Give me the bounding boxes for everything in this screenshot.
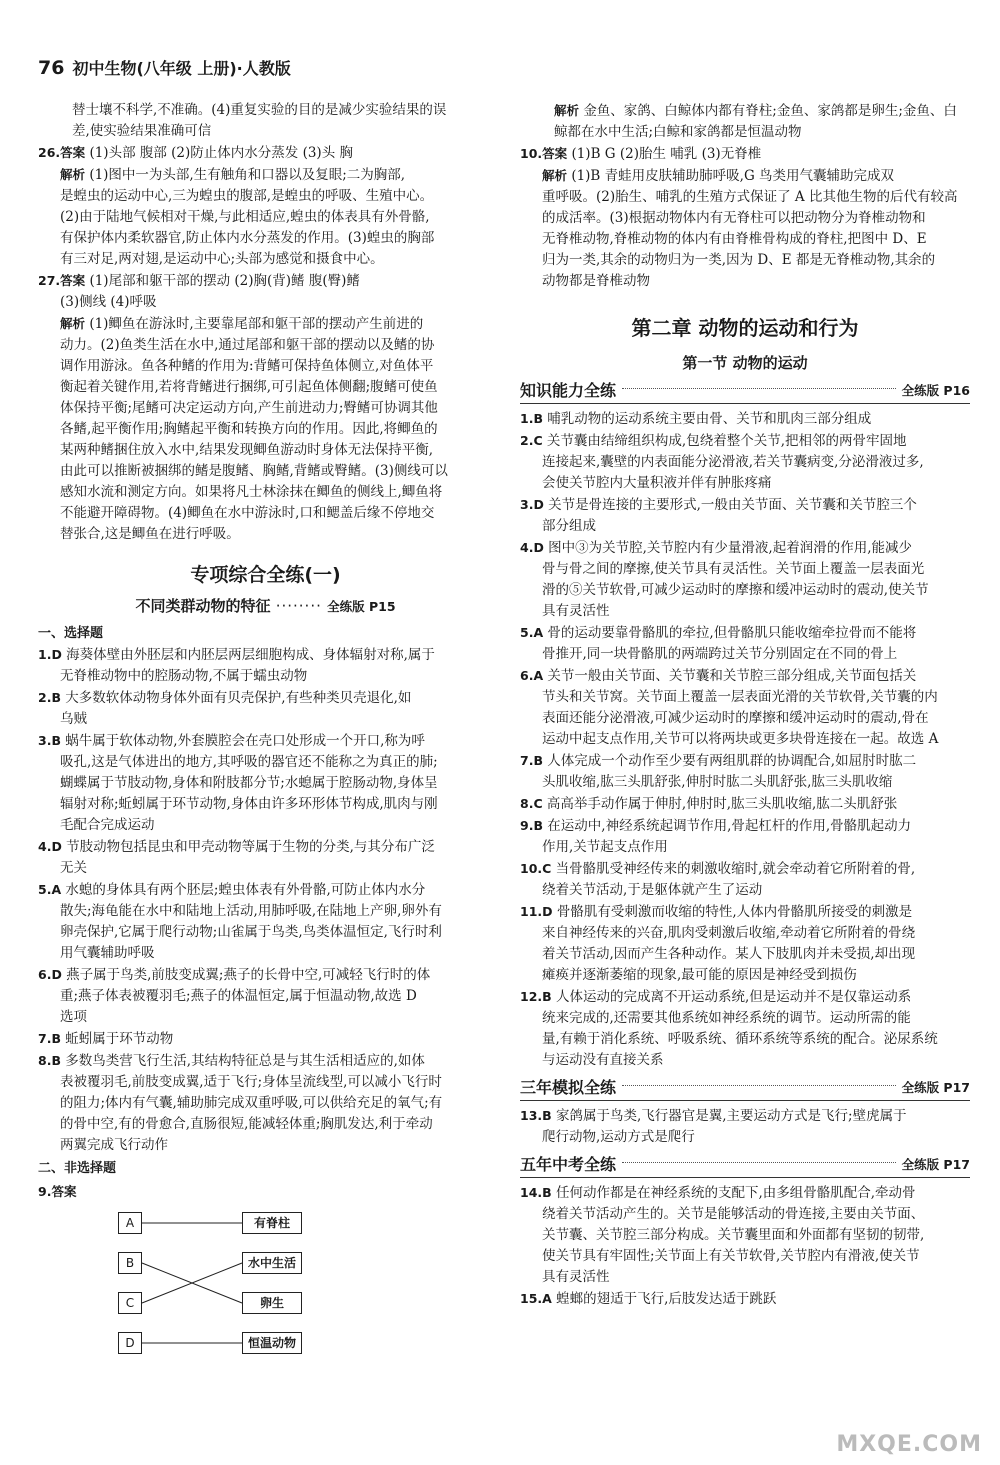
q26-answer (38, 142, 493, 164)
part-heading: 二、非选择题 (38, 1161, 117, 1176)
subsection-title (38, 596, 493, 617)
answer-label: 1.D (38, 647, 62, 662)
bar-title: 五年中考全练 (520, 1155, 617, 1174)
q26-analysis (38, 164, 493, 186)
text-line: 蝗螂的翅适于飞行,后肢发达适于跳跃 (556, 1291, 777, 1307)
text-line: 替张合,这是鲫鱼在进行呼吸。 (60, 526, 240, 542)
text-line: 用气囊辅助呼吸 (60, 945, 155, 961)
text-line: 差,使实验结果准确可信 (72, 123, 212, 139)
answer-item (520, 537, 970, 559)
section-bar (520, 1077, 970, 1101)
chapter-title: 第二章 动物的运动和行为 (631, 316, 859, 340)
text-line: 骨与骨之间的摩擦,使关节具有灵活性。关节面上覆盖一层表面光 (542, 561, 925, 577)
q27-answer (38, 270, 493, 292)
analysis-label: 解析 (60, 316, 86, 331)
q10-answer-text: (1)B G (2)胎生 哺乳 (3)无脊椎 (571, 146, 762, 162)
answer-item (38, 879, 493, 901)
answer-label: 10.C (520, 861, 552, 876)
text-line: 关节囊、关节腔三部分构成。关节囊里面和外面都有坚韧的韧带, (542, 1227, 925, 1243)
text-line: 金鱼、家鸽、白鲸体内都有脊柱;金鱼、家鸽都是卵生;金鱼、白 (583, 103, 957, 119)
text-line: 统来完成的,还需要其他系统如神经系统的调节。运动所需的能 (542, 1010, 911, 1026)
answer-item (38, 730, 493, 752)
section-title: 第一节 动物的运动 (682, 354, 808, 372)
leader-line (622, 388, 896, 389)
answer-label: 13.B (520, 1108, 552, 1123)
text-line: 表被覆羽毛,前肢变成翼,适于飞行;身体呈流线型,可以减小飞行时 (60, 1074, 442, 1090)
answer-item (520, 1182, 970, 1204)
answer-label: 8.C (520, 796, 543, 811)
answer-label: 12.B (520, 989, 552, 1004)
answer-item (520, 622, 970, 644)
answer-item (520, 793, 970, 815)
page-number: 76 (38, 57, 65, 79)
text-line: 蝴蝶属于节肢动物,身体和附肢都分节;水螅属于腔肠动物,身体呈 (60, 775, 438, 791)
text-line: 具有灵活性 (542, 603, 610, 619)
page-ref: 全练版 P17 (901, 1080, 970, 1095)
answer-item (38, 1028, 493, 1050)
text-line: 关节囊由结缔组织构成,包绕着整个关节,把相邻的两骨牢固地 (546, 433, 907, 449)
text-line: 来自神经传来的兴奋,肌肉受刺激后收缩,牵动着它所附着的骨绕 (542, 925, 916, 941)
text-line: 各鳍,起平衡作用;胸鳍起平衡和转换方向的作用。因此,将鲫鱼的 (60, 421, 438, 437)
answer-item (38, 964, 493, 986)
answer-item (38, 836, 493, 858)
answer-item (520, 986, 970, 1008)
q10-answer (520, 143, 970, 165)
text-line: 燕子属于鸟类,前肢变成翼;燕子的长骨中空,可减轻飞行时的体 (66, 967, 431, 983)
diagram-box-backbone: 有脊柱 (242, 1212, 302, 1234)
text-line: 当骨骼肌受神经传来的刺激收缩时,就会牵动着它所附着的骨, (555, 861, 916, 877)
text-line: 在运动中,神经系统起调节作用,骨起杠杆的作用,骨骼肌起动力 (547, 818, 912, 834)
text-line: 节头和关节窝。关节面上覆盖一层表面光滑的关节软骨,关节囊的内 (542, 689, 938, 705)
text-line: (1)图中一为头部,生有触角和口器以及复眼;二为胸部, (89, 167, 406, 183)
text-line: 连接起来,囊壁的内表面能分泌滑液,若关节囊病变,分泌滑液过多, (542, 454, 924, 470)
answer-label: 2.B (38, 690, 61, 705)
text-line: 动物都是脊椎动物 (542, 273, 650, 289)
q27-analysis (38, 313, 493, 335)
text-line: 图中③为关节腔,关节腔内有少量滑液,起着润滑的作用,能减少 (548, 540, 912, 556)
book-title: 初中生物(八年级 上册)·人教版 (72, 59, 291, 78)
text-line: 滑的⑤关节软骨,可减少运动时的摩擦和缓冲运动时的震动,使关节 (542, 582, 929, 598)
answer-item (520, 665, 970, 687)
page-ref: 全练版 P16 (901, 383, 970, 398)
text-line: 骨推开,同一块骨骼肌的两端跨过关节分别固定在不同的骨上 (542, 646, 898, 662)
section-bar (520, 380, 970, 404)
answer-label: 7.B (520, 753, 543, 768)
leader-line (622, 1085, 896, 1086)
answer-label: 3.D (520, 497, 544, 512)
answer-item (38, 1050, 493, 1072)
answer-label: 5.A (520, 625, 544, 640)
part-heading: 一、选择题 (38, 626, 104, 641)
answer-item (38, 687, 493, 709)
text-line: 与运动没有直接关系 (542, 1052, 664, 1068)
text-line: 感知水流和测定方向。如果将凡士林涂抹在鲫鱼的侧线上,鲫鱼将 (60, 484, 443, 500)
text-line: 乌贼 (60, 711, 87, 727)
diagram-box-a: A (118, 1212, 142, 1234)
q10-label: 10.答案 (520, 146, 568, 161)
text-line: 有保护体内柔软器官,防止体内水分蒸发的作用。(3)蝗虫的胸部 (60, 230, 435, 246)
analysis-label: 解析 (60, 167, 86, 182)
text-line: 会使关节腔内大量积液并伴有肿胀疼痛 (542, 475, 772, 491)
top-analysis (520, 100, 970, 122)
choice-list (38, 644, 493, 1156)
answer-item (520, 408, 970, 430)
right-column (520, 100, 970, 1310)
answer-label: 1.B (520, 411, 543, 426)
answer-item (520, 901, 970, 923)
answer-label: 6.D (38, 967, 62, 982)
q26-answer-text: (1)头部 腹部 (2)防止体内水分蒸发 (3)头 胸 (89, 145, 353, 161)
answer-item (520, 1288, 970, 1310)
text-line: 衡起着关键作用,若将背鳍进行捆绑,可引起鱼体侧翻;腹鳍可使鱼 (60, 379, 438, 395)
text-line: 不能避开障碍物。(4)鲫鱼在水中游泳时,口和鳃盖后缘不停地交 (60, 505, 435, 521)
answer-list (520, 1105, 970, 1148)
text-line: (1)B 青蛙用皮肤辅助肺呼吸,G 鸟类用气囊辅助完成双 (571, 168, 895, 184)
text-line: 蚯蚓属于环节动物 (65, 1031, 174, 1047)
text-line: 无脊椎动物中的腔肠动物,不属于蠕虫动物 (60, 668, 308, 684)
q9-label: 9.答案 (38, 1184, 77, 1199)
text-line: 着关节活动,因而产生各种动作。某人下肢肌肉并未受损,却出现 (542, 946, 916, 962)
text-line: 蜗牛属于软体动物,外套膜腔会在壳口处形成一个开口,称为呼 (65, 733, 425, 749)
bar-title: 知识能力全练 (520, 381, 617, 400)
answer-label: 9.B (520, 818, 543, 833)
text-line: 体保持平衡;尾鳍可决定运动方向,产生前进动力;臀鳍可协调其他 (60, 400, 438, 416)
text-line: 海葵体壁由外胚层和内胚层两层细胞构成、身体辐射对称,属于 (66, 647, 435, 663)
text-line: 绕着关节活动,于是躯体就产生了运动 (542, 882, 763, 898)
text-line: 运动中起支点作用,关节可以将两块或更多块骨连接在一起。故选 A (542, 731, 939, 747)
answer-label: 8.B (38, 1053, 61, 1068)
q27-label: 27.答案 (38, 273, 86, 288)
page-ref: 全练版 P15 (327, 599, 396, 614)
bar-title: 三年模拟全练 (520, 1078, 617, 1097)
text-line: 人体运动的完成离不开运动系统,但是运动并不是仅靠运动系 (555, 989, 912, 1005)
text-line: (2)由于陆地气候相对干燥,与此相适应,蝗虫的体表具有外骨骼, (60, 209, 430, 225)
text-line: 多数鸟类营飞行生活,其结构特征总是与其生活相适应的,如体 (65, 1053, 425, 1069)
text-line: 的阻力;体内有气囊,辅助肺完成双重呼吸,可以供给充足的氧气;有 (60, 1095, 443, 1111)
answer-item (38, 644, 493, 666)
leader-line (622, 1162, 896, 1163)
text-line: 动力。(2)鱼类生活在水中,通过尾部和躯干部的摆动以及鳍的协 (60, 337, 435, 353)
text-line: 节肢动物包括昆虫和甲壳动物等属于生物的分类,与其分布广泛 (66, 839, 435, 855)
answer-label: 6.A (520, 668, 544, 683)
answer-label: 15.A (520, 1291, 552, 1306)
matching-diagram (118, 1208, 493, 1358)
text-line: 卵壳保护,它属于爬行动物;山雀属于鸟类,鸟类体温恒定,飞行时利 (60, 924, 442, 940)
answer-item (520, 1105, 970, 1127)
text-line: 骨骼肌有受刺激而收缩的特性,人体内骨骼肌所接受的刺激是 (556, 904, 913, 920)
answer-label: 4.D (520, 540, 544, 555)
text-line: 使关节具有牢固性;关节面上有关节软骨,关节腔内有滑液,使关节 (542, 1248, 920, 1264)
leader-dots: ········ (275, 597, 322, 615)
answer-item (520, 858, 970, 880)
answer-label: 11.D (520, 904, 553, 919)
text-line: 替士壤不科学,不准确。(4)重复实验的目的是减少实验结果的误 (72, 102, 447, 118)
left-column (38, 100, 493, 1358)
text-line: 作用,关节起支点作用 (542, 839, 668, 855)
answer-label: 5.A (38, 882, 62, 897)
text-line: 是蝗虫的运动中心,三为蝗虫的腹部,是蝗虫的呼吸、生殖中心。 (60, 188, 434, 204)
text-line: 人体完成一个动作至少要有两组肌群的协调配合,如屈肘时肱二 (547, 753, 917, 769)
watermark: MXQE.COM (836, 1432, 982, 1457)
text-line: 无关 (60, 860, 87, 876)
text-line: 量,有赖于消化系统、呼吸系统、循环系统等系统的配合。泌尿系统 (542, 1031, 938, 1047)
diagram-box-b: B (118, 1252, 142, 1274)
page-ref: 全练版 P17 (901, 1157, 970, 1172)
answer-list (520, 408, 970, 1071)
diagram-lines (118, 1208, 318, 1358)
text-line: 毛配合完成运动 (60, 817, 155, 833)
text-line: 爬行动物,运动方式是爬行 (542, 1129, 695, 1145)
text-line: 调作用游泳。鱼各种鳍的作用为:背鳍可保持鱼体侧立,对鱼体平 (60, 358, 434, 374)
text-line: 重呼吸。(2)胎生、哺乳的生殖方式保证了 A 比其他生物的后代有较高 (542, 189, 958, 205)
text-line: 重;燕子体表被覆羽毛;燕子的体温恒定,属于恒温动物,故选 D (60, 988, 417, 1004)
text-line: 家鸽属于鸟类,飞行器官是翼,主要运动方式是飞行;壁虎属于 (555, 1108, 907, 1124)
diagram-box-c: C (118, 1292, 142, 1314)
answer-label: 3.B (38, 733, 61, 748)
text-line: 头肌收缩,肱三头肌舒张,伸肘时肱二头肌舒张,肱三头肌收缩 (542, 774, 893, 790)
answer-item (520, 815, 970, 837)
text-line: 辐射对称;蚯蚓属于环节动物,身体由许多环形体节构成,肌肉与刚 (60, 796, 438, 812)
text-line: 瘫痪并逐渐萎缩的现象,最可能的原因是神经受到损伤 (542, 967, 857, 983)
text-line: 由此可以推断被捆绑的鳍是腹鳍、胸鳍,背鳍或臀鳍。(3)侧线可以 (60, 463, 448, 479)
diagram-box-warm-blooded: 恒温动物 (242, 1332, 302, 1354)
diagram-box-aquatic: 水中生活 (242, 1252, 302, 1274)
text-line: 关节一般由关节面、关节囊和关节腔三部分组成,关节面包括关 (547, 668, 917, 684)
text-line: 高高举手动作属于伸肘,伸肘时,肱三头肌收缩,肱二头肌舒张 (546, 796, 898, 812)
text-line: 散失;海龟能在水中和陆地上活动,用肺呼吸,在陆地上产卵,卵外有 (60, 903, 442, 919)
text-line: 部分组成 (542, 518, 596, 534)
text-line: 的骨中空,有的骨愈合,直肠很短,能减轻体重;胸肌发达,利于牵动 (60, 1116, 433, 1132)
text-line: 吸孔,这是气体进出的地方,其呼吸的器官还不能称之为真正的肺; (60, 754, 438, 770)
text-line: 大多数软体动物身体外面有贝壳保护,有些种类贝壳退化,如 (65, 690, 412, 706)
answer-item (520, 750, 970, 772)
text-line: 某两种鳍捆住放入水中,结果发现鲫鱼游动时身体无法保持平衡, (60, 442, 434, 458)
text-line: 绕着关节活动产生的。关节是能够活动的骨连接,主要由关节面、 (542, 1206, 925, 1222)
answer-label: 4.D (38, 839, 62, 854)
answer-list (520, 1182, 970, 1310)
q27-answer-text: (3)侧线 (4)呼吸 (60, 294, 157, 310)
analysis-label: 解析 (554, 103, 580, 118)
diagram-box-d: D (118, 1332, 142, 1354)
text-line: 表面还能分泌滑液,可减少运动时的摩擦和缓冲运动时的震动,骨在 (542, 710, 929, 726)
text-line: 两翼完成飞行动作 (60, 1137, 168, 1153)
answer-label: 2.C (520, 433, 543, 448)
answer-item (520, 430, 970, 452)
text-line: 关节是骨连接的主要形式,一般由关节面、关节囊和关节腔三个 (548, 497, 917, 513)
diagram-box-oviparous: 卵生 (242, 1292, 302, 1314)
text-line: (1)鲫鱼在游泳时,主要靠尾部和躯干部的摆动产生前进的 (89, 316, 424, 332)
answer-label: 7.B (38, 1031, 61, 1046)
answer-item (520, 494, 970, 516)
q27-answer-text: (1)尾部和躯干部的摆动 (2)胸(背)鳍 腹(臀)鳍 (89, 273, 360, 289)
text-line: 具有灵活性 (542, 1269, 610, 1285)
text-line: 归为一类,其余的动物归为一类,因为 D、E 都是无脊椎动物,其余的 (542, 252, 936, 268)
text-line: 选项 (60, 1009, 87, 1025)
q26-label: 26.答案 (38, 145, 86, 160)
text-line: 无脊椎动物,脊椎动物的体内有由脊椎骨构成的脊柱,把图中 D、E (542, 231, 927, 247)
q10-analysis (520, 165, 970, 187)
text-line: 鲸都在水中生活;白鲸和家鸽都是恒温动物 (554, 124, 802, 140)
text-line: 任何动作都是在神经系统的支配下,由多组骨骼肌配合,牵动骨 (555, 1185, 916, 1201)
subsection-title-text: 不同类群动物的特征 (135, 597, 271, 615)
text-line: 的成活率。(3)根据动物体内有无脊柱可以把动物分为脊椎动物和 (542, 210, 926, 226)
analysis-label: 解析 (542, 168, 568, 183)
section-bar (520, 1154, 970, 1178)
text-line: 有三对足,两对翅,是运动中心;头部为感觉和摄食中心。 (60, 251, 384, 267)
section-title: 专项综合全练(一) (190, 564, 341, 586)
text-line: 哺乳动物的运动系统主要由骨、关节和肌肉三部分组成 (547, 411, 872, 427)
text-line: 骨的运动要靠骨骼肌的牵拉,但骨骼肌只能收缩牵拉骨而不能将 (547, 625, 917, 641)
answer-label: 14.B (520, 1185, 552, 1200)
text-line: 水螅的身体具有两个胚层;蝗虫体表有外骨骼,可防止体内水分 (65, 882, 426, 898)
page-header (38, 58, 291, 79)
